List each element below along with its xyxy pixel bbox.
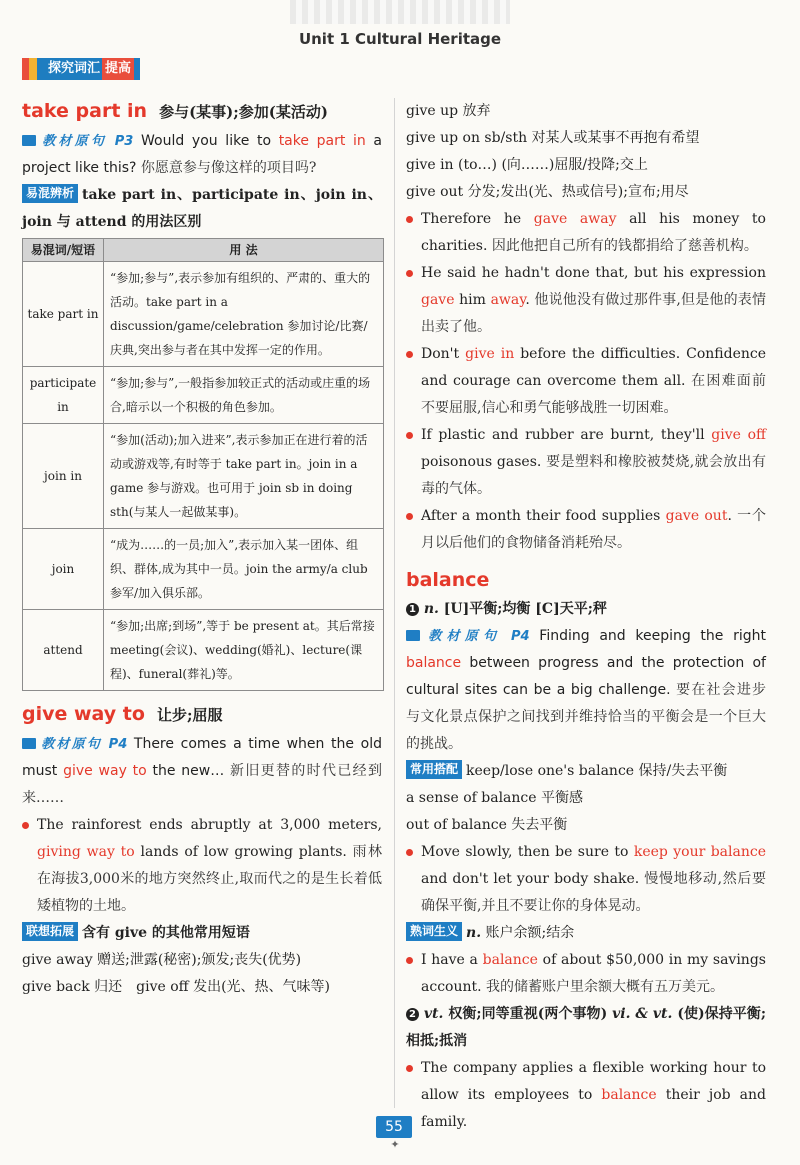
section-tag	[22, 58, 140, 80]
table-term: join	[23, 529, 104, 610]
entry-balance-header	[406, 567, 766, 594]
phrase-item: out of balance 失去平衡	[406, 817, 568, 833]
headword-meaning: 让步;屈服	[156, 706, 223, 724]
source-icon	[406, 630, 420, 641]
source-sentence: 教材原句 P3 Would you like to take part in a project like this? 你愿意参与像这样的项目吗?	[22, 133, 383, 176]
example-sentence: Don't give in before the difficulties. Confidence and courage can overcome them all. 在困难面前不要屈服,信心和勇气能够战胜一切困难。	[406, 341, 766, 422]
example-sentence: The rainforest ends abruptly at 3,000 meters, giving way to lands of low growing plants. 雨林在海拔3,000米的地方突然终止,取而代之的是生长着低矮植物的土地。	[22, 812, 382, 920]
bullet-icon	[406, 432, 413, 439]
source-label: 教材原句 P4	[39, 737, 128, 752]
phrase-item: give back 归还 give off 发出(光、热、气味等)	[22, 979, 330, 995]
phrase-item: give up on sb/sth 对某人或某事不再抱有希望	[406, 130, 700, 146]
entry-give-way-to-header	[22, 701, 382, 729]
confusion-heading: 易混辨析 take part in、participate in、join in、join 与 attend 的用法区别	[22, 186, 382, 230]
unit-title: Unit 1 Cultural Heritage	[298, 30, 502, 48]
table-header-term: 易混词/短语	[23, 239, 104, 262]
table-row	[23, 529, 384, 610]
left-column	[22, 98, 382, 1001]
top-decoration	[290, 0, 510, 24]
headword: give way to	[22, 703, 145, 725]
headword: balance	[406, 569, 490, 591]
headword: take part in	[22, 100, 148, 122]
table-usage: “参加(活动);加入进来”,表示参加正在进行着的活动或游戏等,有时等于 take part in。join in a game 参与游戏。也可用于 join sb in doing sth(与某人一起做某事)。	[104, 424, 384, 529]
example-sentence: He said he hadn't done that, but his expression gave him away. 他说他没有做过那件事,但是他的表情出卖了他。	[406, 260, 766, 341]
tag-main: 探究词汇	[48, 61, 101, 76]
right-column	[406, 98, 766, 1136]
confusion-label: 易混辨析	[22, 184, 78, 203]
tag-highlight: 提高	[102, 58, 134, 80]
extension-heading: 联想拓展 含有 give 的其他常用短语	[22, 920, 382, 947]
sense-number: 1	[406, 603, 419, 616]
bullet-icon	[22, 822, 29, 829]
table-row	[23, 367, 384, 424]
collocation-label: 常用搭配	[406, 760, 462, 779]
headword-meaning: 参与(某事);参加(某活动)	[159, 103, 328, 121]
extension-label: 联想拓展	[22, 922, 78, 941]
table-usage: “参加;参与”,表示参加有组织的、严肃的、重大的活动。take part in a discussion/game/celebration 参加讨论/比赛/庆典,突出参与者在其中发挥一定的作用。	[104, 262, 384, 367]
source-icon	[22, 135, 36, 146]
bullet-icon	[406, 351, 413, 358]
column-divider	[394, 98, 395, 1108]
table-term: join in	[23, 424, 104, 529]
bullet-icon	[406, 1065, 413, 1072]
table-header-usage: 用 法	[104, 239, 384, 262]
bullet-icon	[406, 849, 413, 856]
table-term: participate in	[23, 367, 104, 424]
example-sentence: The company applies a flexible working hour to allow its employees to balance their job and family.	[406, 1055, 766, 1136]
new-meaning: 熟词生义 n. 账户余额;结余	[406, 920, 766, 947]
bullet-icon	[406, 513, 413, 520]
example-sentence: After a month their food supplies gave out. 一个月以后他们的食物储备消耗殆尽。	[406, 503, 766, 557]
source-label: 教材原句 P3	[39, 134, 134, 149]
sense-2: 2 vt. 权衡;同等重视(两个事物) vi. & vt. (使)保持平衡;相抵;抵消	[406, 1006, 767, 1049]
table-term: take part in	[23, 262, 104, 367]
bullet-icon	[406, 216, 413, 223]
book-icon	[22, 58, 44, 80]
bullet-icon	[406, 270, 413, 277]
sense-1: 1 n. [U]平衡;均衡 [C]天平;秤	[406, 596, 766, 623]
source-sentence: 教材原句 P4 Finding and keeping the right balance between progress and the protection of cultural sites can be a big challenge. 要在社会进步与文化景点保护之间找到并维持恰当的平衡会是一个巨大的挑战。	[406, 628, 766, 752]
example-sentence: If plastic and rubber are burnt, they'll give off poisonous gases. 要是塑料和橡胶被焚烧,就会放出有毒的气体。	[406, 422, 766, 503]
bird-icon: ✦	[390, 1138, 400, 1151]
table-row	[23, 262, 384, 367]
example-sentence: Move slowly, then be sure to keep your balance and don't let your body shake. 慢慢地移动,然后要确保平衡,并且不要让你的身体晃动。	[406, 839, 766, 920]
collocation-first: 常用搭配 keep/lose one's balance 保持/失去平衡	[406, 758, 766, 785]
table-usage: “参加;参与”,一般指参加较正式的活动或庄重的场合,暗示以一个积极的角色参加。	[104, 367, 384, 424]
table-term: attend	[23, 610, 104, 691]
source-label: 教材原句 P4	[423, 629, 530, 644]
section-tag-label	[44, 58, 140, 80]
table-usage: “成为……的一员;加入”,表示加入某一团体、组织、群体,成为其中一员。join the army/a club 参军/加入俱乐部。	[104, 529, 384, 610]
bullet-icon	[406, 957, 413, 964]
phrase-item: give away 赠送;泄露(秘密);颁发;丧失(优势)	[22, 952, 302, 968]
entry-take-part-in-header	[22, 98, 382, 126]
table-usage: “参加;出席;到场”,等于 be present at。其后常接 meeting(会议)、wedding(婚礼)、lecture(课程)、funeral(葬礼)等。	[104, 610, 384, 691]
phrase-item: give out 分发;发出(光、热或信号);宣布;用尽	[406, 184, 689, 200]
source-icon	[22, 738, 36, 749]
phrase-item: a sense of balance 平衡感	[406, 790, 583, 806]
phrase-item: give in (to…) (向……)屈服/投降;交上	[406, 157, 648, 173]
table-row	[23, 424, 384, 529]
example-sentence: I have a balance of about $50,000 in my savings account. 我的储蓄账户里余额大概有五万美元。	[406, 947, 766, 1001]
table-row	[23, 610, 384, 691]
usage-table	[22, 238, 384, 691]
phrase-item: give up 放弃	[406, 103, 491, 119]
new-meaning-label: 熟词生义	[406, 922, 462, 941]
source-sentence: 教材原句 P4 There comes a time when the old must give way to the new… 新旧更替的时代已经到来……	[22, 736, 383, 806]
example-sentence: Therefore he gave away all his money to charities. 因此他把自己所有的钱都捐给了慈善机构。	[406, 206, 766, 260]
page-number: 55	[376, 1116, 412, 1138]
sense-number: 2	[406, 1008, 419, 1021]
